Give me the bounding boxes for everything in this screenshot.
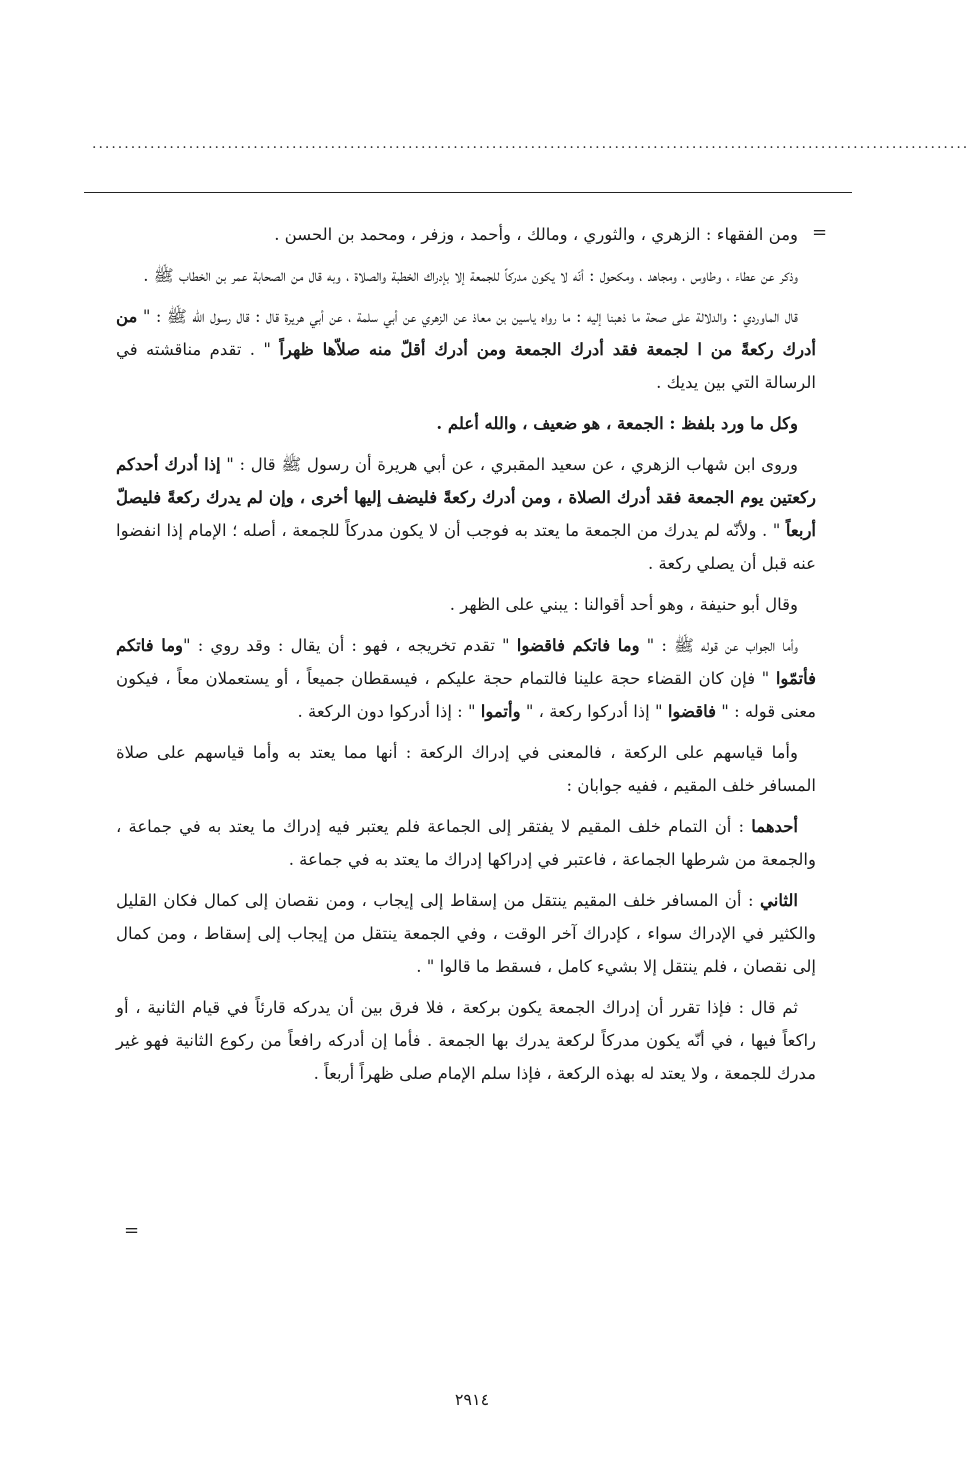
text-segment: وأما الجواب عن قوله ﷺ : " [639,636,798,655]
text-segment: " فإن كان القضاء حجة علينا فالتمام حجة عليكم ، فيسقطان جميعاً ، أو يستعملان معاً ، فيكون معنى قوله : " [116,669,816,721]
bold-text-segment: وكل ما ورد بلفظ : الجمعة ، هو ضعيف ، والله أعلم . [436,414,798,433]
paragraph [116,736,816,802]
text-segment: " إذا أدركوا ركعة ، " [520,702,668,721]
bold-text-segment: الثاني [760,891,798,910]
footnote-body [116,218,816,1098]
text-segment: وروى ابن شهاب الزهري ، عن سعيد المقبري ، عن أبي هريرة أن رسول ﷺ قال : " [220,455,798,474]
paragraph [116,448,816,580]
text-segment: " . تقدم مناقشته في الرسالة التي بين يديك . [116,340,816,392]
text-segment: " . ولأنّه لم يدرك من الجمعة ما يعتد به فوجب أن لا يكون مدركاً للجمعة ، أصله ؛ الإمام إذا انفضوا عنه قبل أن يصلي ركعة . [116,521,816,573]
paragraph [116,884,816,983]
bold-text-segment: من أدرك ركعةً من ا لجمعة فقد أدرك الجمعة ومن أدرك أقلّ منه صلاّها ظهراً [116,307,816,359]
paragraph [116,259,816,292]
text-segment: وقال أبو حنيفة ، وهو أحد أقوالنا : يبني على الظهر . [449,595,798,614]
text-segment: " : إذا أدركوا دون الركعة . [297,702,481,721]
text-segment: وذكر عن عطاء ، وطاوس ، ومجاهد ، ومكحول : أنّه لا يكون مدركاً للجمعة إلا بإدراك الخطبة والصلاة ، وبه قال من الصحابة عمر بن الخطاب ﷺ . [143,266,798,285]
continuation-marker-top: = [812,222,828,243]
bold-text-segment: أحدهما [751,817,798,836]
paragraph [116,588,816,621]
bold-text-segment: وما فاتكم فاقضوا [516,636,640,655]
page-number: ٢٩١٤ [454,1390,490,1409]
text-segment: ثم قال : فإذا تقرر أن إدراك الجمعة يكون بركعة ، فلا فرق بين أن يدركه قارئاً في قيام الثانية ، أو راكعاً فيها ، في أنّه يكون مدركاً لركعة يدرك بها الجمعة . فأما إن أدركه رافعاً من ركوع الثانية فهو غير مدرك للجمعة ، ولا يعتد له بهذه الركعة ، فإذا سلم الإمام صلى ظهراً أربعاً . [116,998,816,1083]
text-segment: : أن المسافر خلف المقيم ينتقل من إسقاط إلى إيجاب ، ومن نقصان إلى كمال فكان القليل والكثير في الإدراك سواء ، كإدراك آخر الوقت ، وفي الجمعة ينتقل من إيجاب إلى إسقاط ، ومن كمال إلى نقصان ، فلم ينتقل إلا بشيء كامل ، فسقط ما قالوا " . [116,891,816,976]
text-segment: : أن التمام خلف المقيم لا يفتقر إلى الجماعة فلم يعتبر فيه إدراك ما يعتد به في جماعة ، والجمعة من شرطها الجماعة ، فاعتبر في إدراكها إدراك ما يعتد به في جماعة . [116,817,816,869]
paragraph [116,991,816,1090]
continuation-marker-bottom: = [124,1220,140,1241]
paragraph [116,629,816,728]
text-segment: ومن الفقهاء : الزهري ، والثوري ، ومالك ، وأحمد ، وزفر ، ومحمد بن الحسن . [274,225,798,244]
paragraph [116,407,816,440]
text-segment: وأما قياسهم على الركعة ، فالمعنى في إدراك الركعة : أنها مما يعتد به وأما قياسهم على صلاة المسافر خلف المقيم ، ففيه جوابان : [116,743,816,795]
bold-text-segment: فاقضوا [667,702,717,721]
bold-text-segment: وأتموا [480,702,521,721]
paragraph [116,218,816,251]
text-segment: " تقدم تخريجه ، فهو : أن يقال : وقد روي : " [183,636,517,655]
header-dotted-line: ........................................................................................................................................ [92,136,969,152]
bold-text-segment: وما فاتكم فأتمّوا [116,636,816,688]
text-segment: قال الماوردي : والدلالة على صحة ما ذهبنا إليه : ما رواه ياسين بن معاذ عن الزهري عن أبي سلمة ، عن أبي هريرة قال : قال رسول الله ﷺ : " [137,307,798,326]
paragraph [116,300,816,399]
paragraph [116,810,816,876]
footnote-separator-rule [84,192,852,193]
bold-text-segment: إذا أدرك أحدكم ركعتين يوم الجمعة فقد أدرك الصلاة ، ومن أدرك ركعةً فليضف إليها أخرى ، وإن لم يدرك ركعةً فليصلّ أربعاً [116,455,816,540]
